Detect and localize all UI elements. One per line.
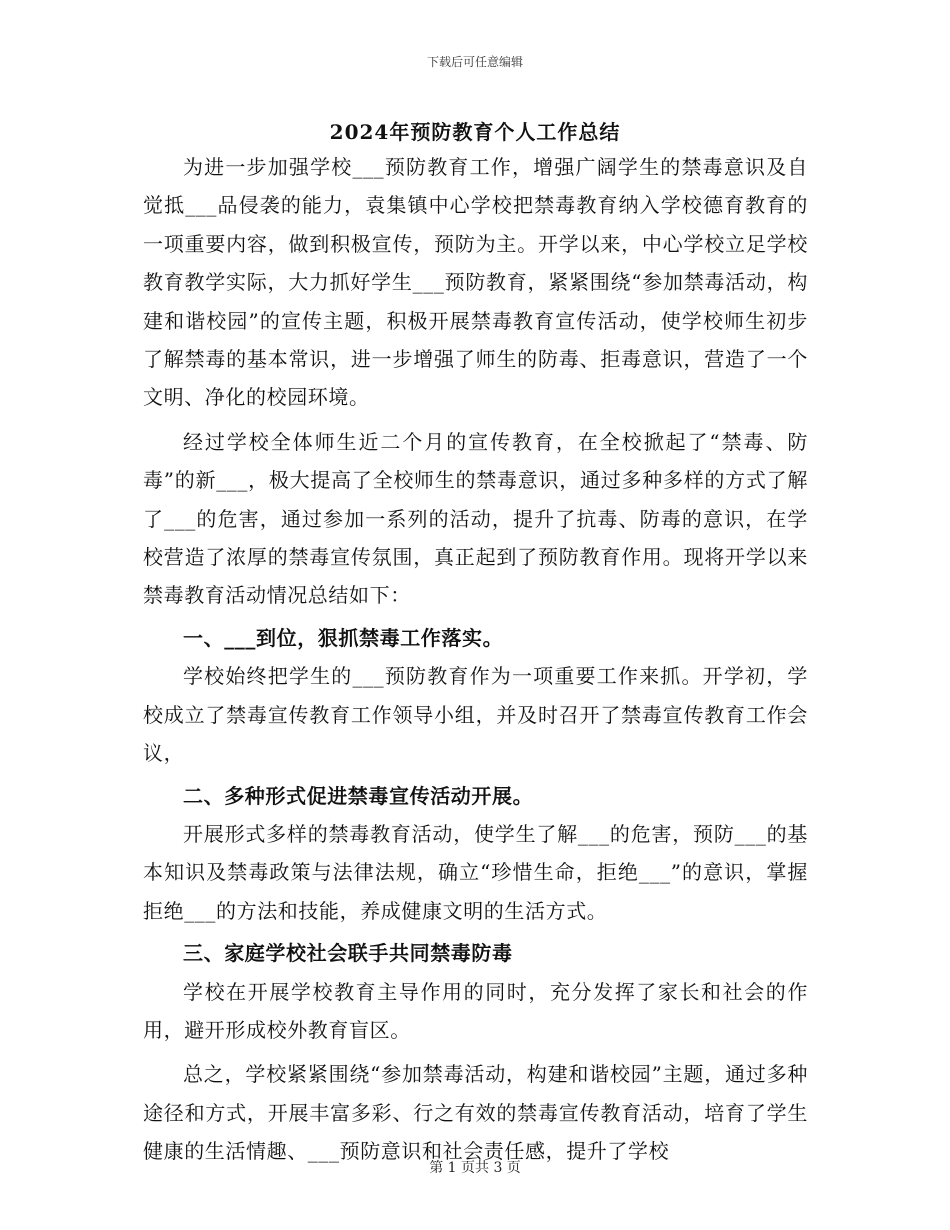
section-heading-3: 三、家庭学校社会联手共同禁毒防毒	[183, 941, 513, 966]
page-number-footer: 第 1 页共 3 页	[429, 1160, 521, 1176]
paragraph-section-2: 开展形式多样的禁毒教育活动，使学生了解___的危害，预防___的基本知识及禁毒政策与法律法规，确立“珍惜生命，拒绝___”的意识，掌握拒绝___的方法和技能，养成健康文明的生活方式。	[143, 821, 808, 923]
section-heading-2: 二、多种形式促进禁毒宣传活动开展。	[183, 783, 534, 808]
document-title: 2024年预防教育个人工作总结	[329, 120, 621, 144]
header-note: 下载后可任意编辑	[426, 55, 523, 69]
paragraph-intro: 为进一步加强学校___预防教育工作，增强广阔学生的禁毒意识及自觉抵___品侵袭的能力，袁集镇中心学校把禁毒教育纳入学校德育教育的一项重要内容，做到积极宣传，预防为主。开学以来，中心学校立足学校教育教学实际，大力抓好学生___预防教育，紧紧围绕“参加禁毒活动，构建和谐校园”的宣传主题，积极开展禁毒教育宣传活动，使学校师生初步了解禁毒的基本常识，进一步增强了师生的防毒、拒毒意识，营造了一个文明、净化的校园环境。	[143, 155, 808, 410]
paragraph-conclusion: 总之，学校紧紧围绕“参加禁毒活动，构建和谐校园”主题，通过多种途径和方式，开展丰富多彩、行之有效的禁毒宣传教育活动，培育了学生健康的生活情趣、___预防意识和社会责任感，提升了学校	[143, 1062, 808, 1164]
paragraph-section-1: 学校始终把学生的___预防教育作为一项重要工作来抓。开学初，学校成立了禁毒宣传教育工作领导小组，并及时召开了禁毒宣传教育工作会议，	[143, 664, 808, 766]
section-heading-1: 一、___到位，狠抓禁毒工作落实。	[183, 625, 504, 650]
paragraph-section-3: 学校在开展学校教育主导作用的同时，充分发挥了家长和社会的作用，避开形成校外教育盲区。	[143, 979, 808, 1042]
paragraph-summary: 经过学校全体师生近二个月的宣传教育，在全校掀起了“禁毒、防毒”的新___，极大提高了全校师生的禁毒意识，通过多种多样的方式了解了___的危害，通过参加一系列的活动，提升了抗毒、防毒的意识，在学校营造了浓厚的禁毒宣传氛围，真正起到了预防教育作用。现将开学以来禁毒教育活动情况总结如下：	[143, 429, 808, 608]
document-body	[143, 148, 808, 1171]
